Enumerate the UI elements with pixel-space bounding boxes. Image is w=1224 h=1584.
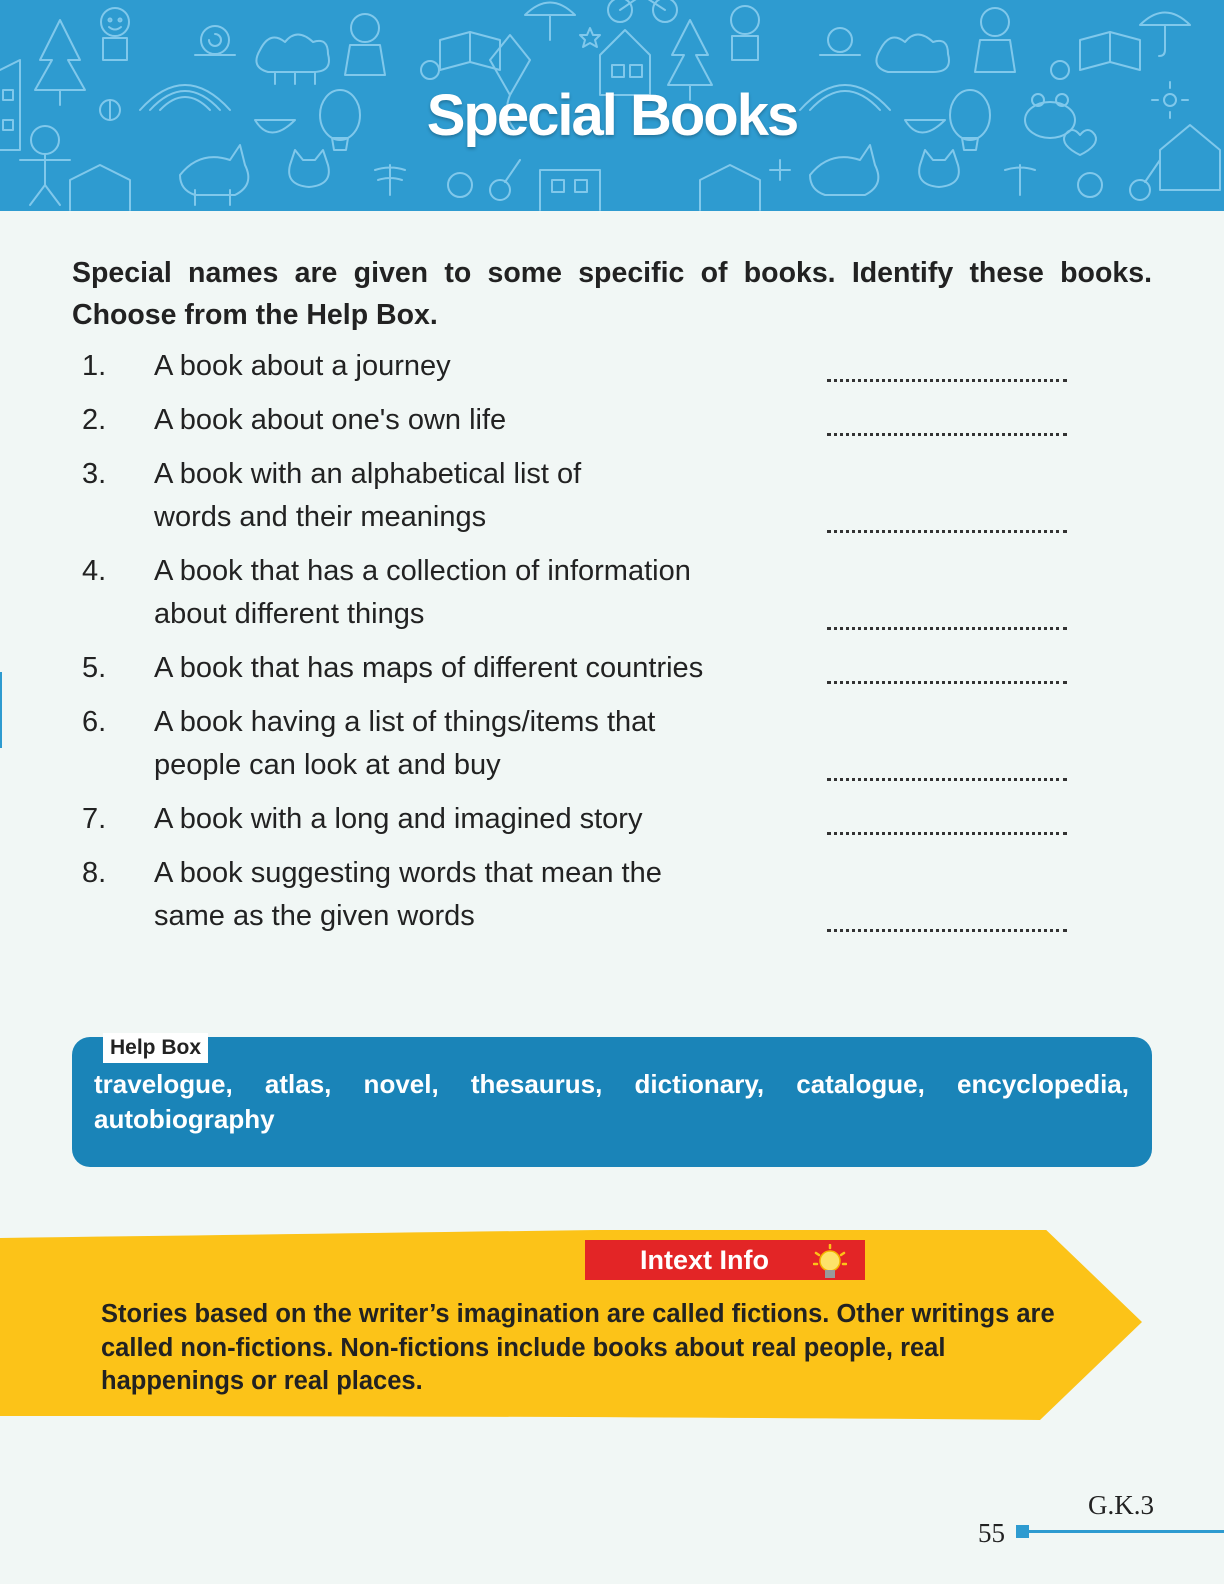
help-box [72, 1037, 1152, 1167]
question-number: 4. [82, 555, 107, 587]
question-text: A book that has a collection of information about different things [154, 555, 691, 630]
question-item [72, 453, 1072, 539]
question-number: 1. [82, 350, 107, 382]
question-text: A book with a long and imagined story [154, 803, 643, 835]
answer-blank[interactable] [827, 832, 1067, 835]
instructions: Special names are given to some specific of books. Identify these books. Choose from the Help Box. [72, 257, 1152, 331]
question-text: A book with an alphabetical list of words and their meanings [154, 458, 582, 533]
page-number: 55 [978, 1518, 1005, 1548]
question-number: 8. [82, 857, 107, 889]
help-box-label: Help Box [103, 1033, 208, 1063]
intext-info-text: Stories based on the writer’s imagination are called fictions. Other writings are called non-fictions. Non-fictions include books about real people, real happenings or real places. [101, 1300, 1055, 1395]
question-text: A book having a list of things/items that people can look at and buy [154, 706, 656, 781]
answer-blank[interactable] [827, 433, 1067, 436]
footer-subject: G.K.3 [1088, 1490, 1154, 1520]
question-text: A book about a journey [154, 350, 451, 382]
question-number: 5. [82, 652, 107, 684]
question-number: 7. [82, 803, 107, 835]
answer-blank[interactable] [827, 627, 1067, 630]
answer-blank[interactable] [827, 530, 1067, 533]
intext-info-label: Intext Info [640, 1245, 769, 1275]
question-item [72, 647, 1072, 690]
answer-blank[interactable] [827, 929, 1067, 932]
footer-marker [1016, 1525, 1029, 1538]
left-edge-marker [0, 672, 2, 748]
help-box-words: travelogue, atlas, novel, thesaurus, dictionary, catalogue, encyclopedia, autobiography [94, 1069, 1129, 1134]
question-item [72, 852, 1072, 938]
question-item [72, 550, 1072, 636]
lightbulb-icon [813, 1244, 847, 1280]
question-text: A book about one's own life [154, 404, 507, 436]
page-title: Special Books [426, 83, 798, 148]
answer-blank[interactable] [827, 681, 1067, 684]
question-item [72, 701, 1072, 787]
question-text: A book suggesting words that mean the same as the given words [154, 857, 662, 932]
answer-blank[interactable] [827, 778, 1067, 781]
question-number: 2. [82, 404, 107, 436]
question-item [72, 345, 1072, 388]
question-item [72, 399, 1072, 442]
question-item [72, 798, 1072, 841]
question-number: 6. [82, 706, 107, 738]
question-list [72, 345, 1072, 949]
question-text: A book that has maps of different countries [154, 652, 704, 684]
footer-rule [1029, 1530, 1224, 1533]
intext-info-tag [585, 1240, 865, 1280]
answer-blank[interactable] [827, 379, 1067, 382]
header-banner [0, 0, 1224, 211]
question-number: 3. [82, 458, 107, 490]
